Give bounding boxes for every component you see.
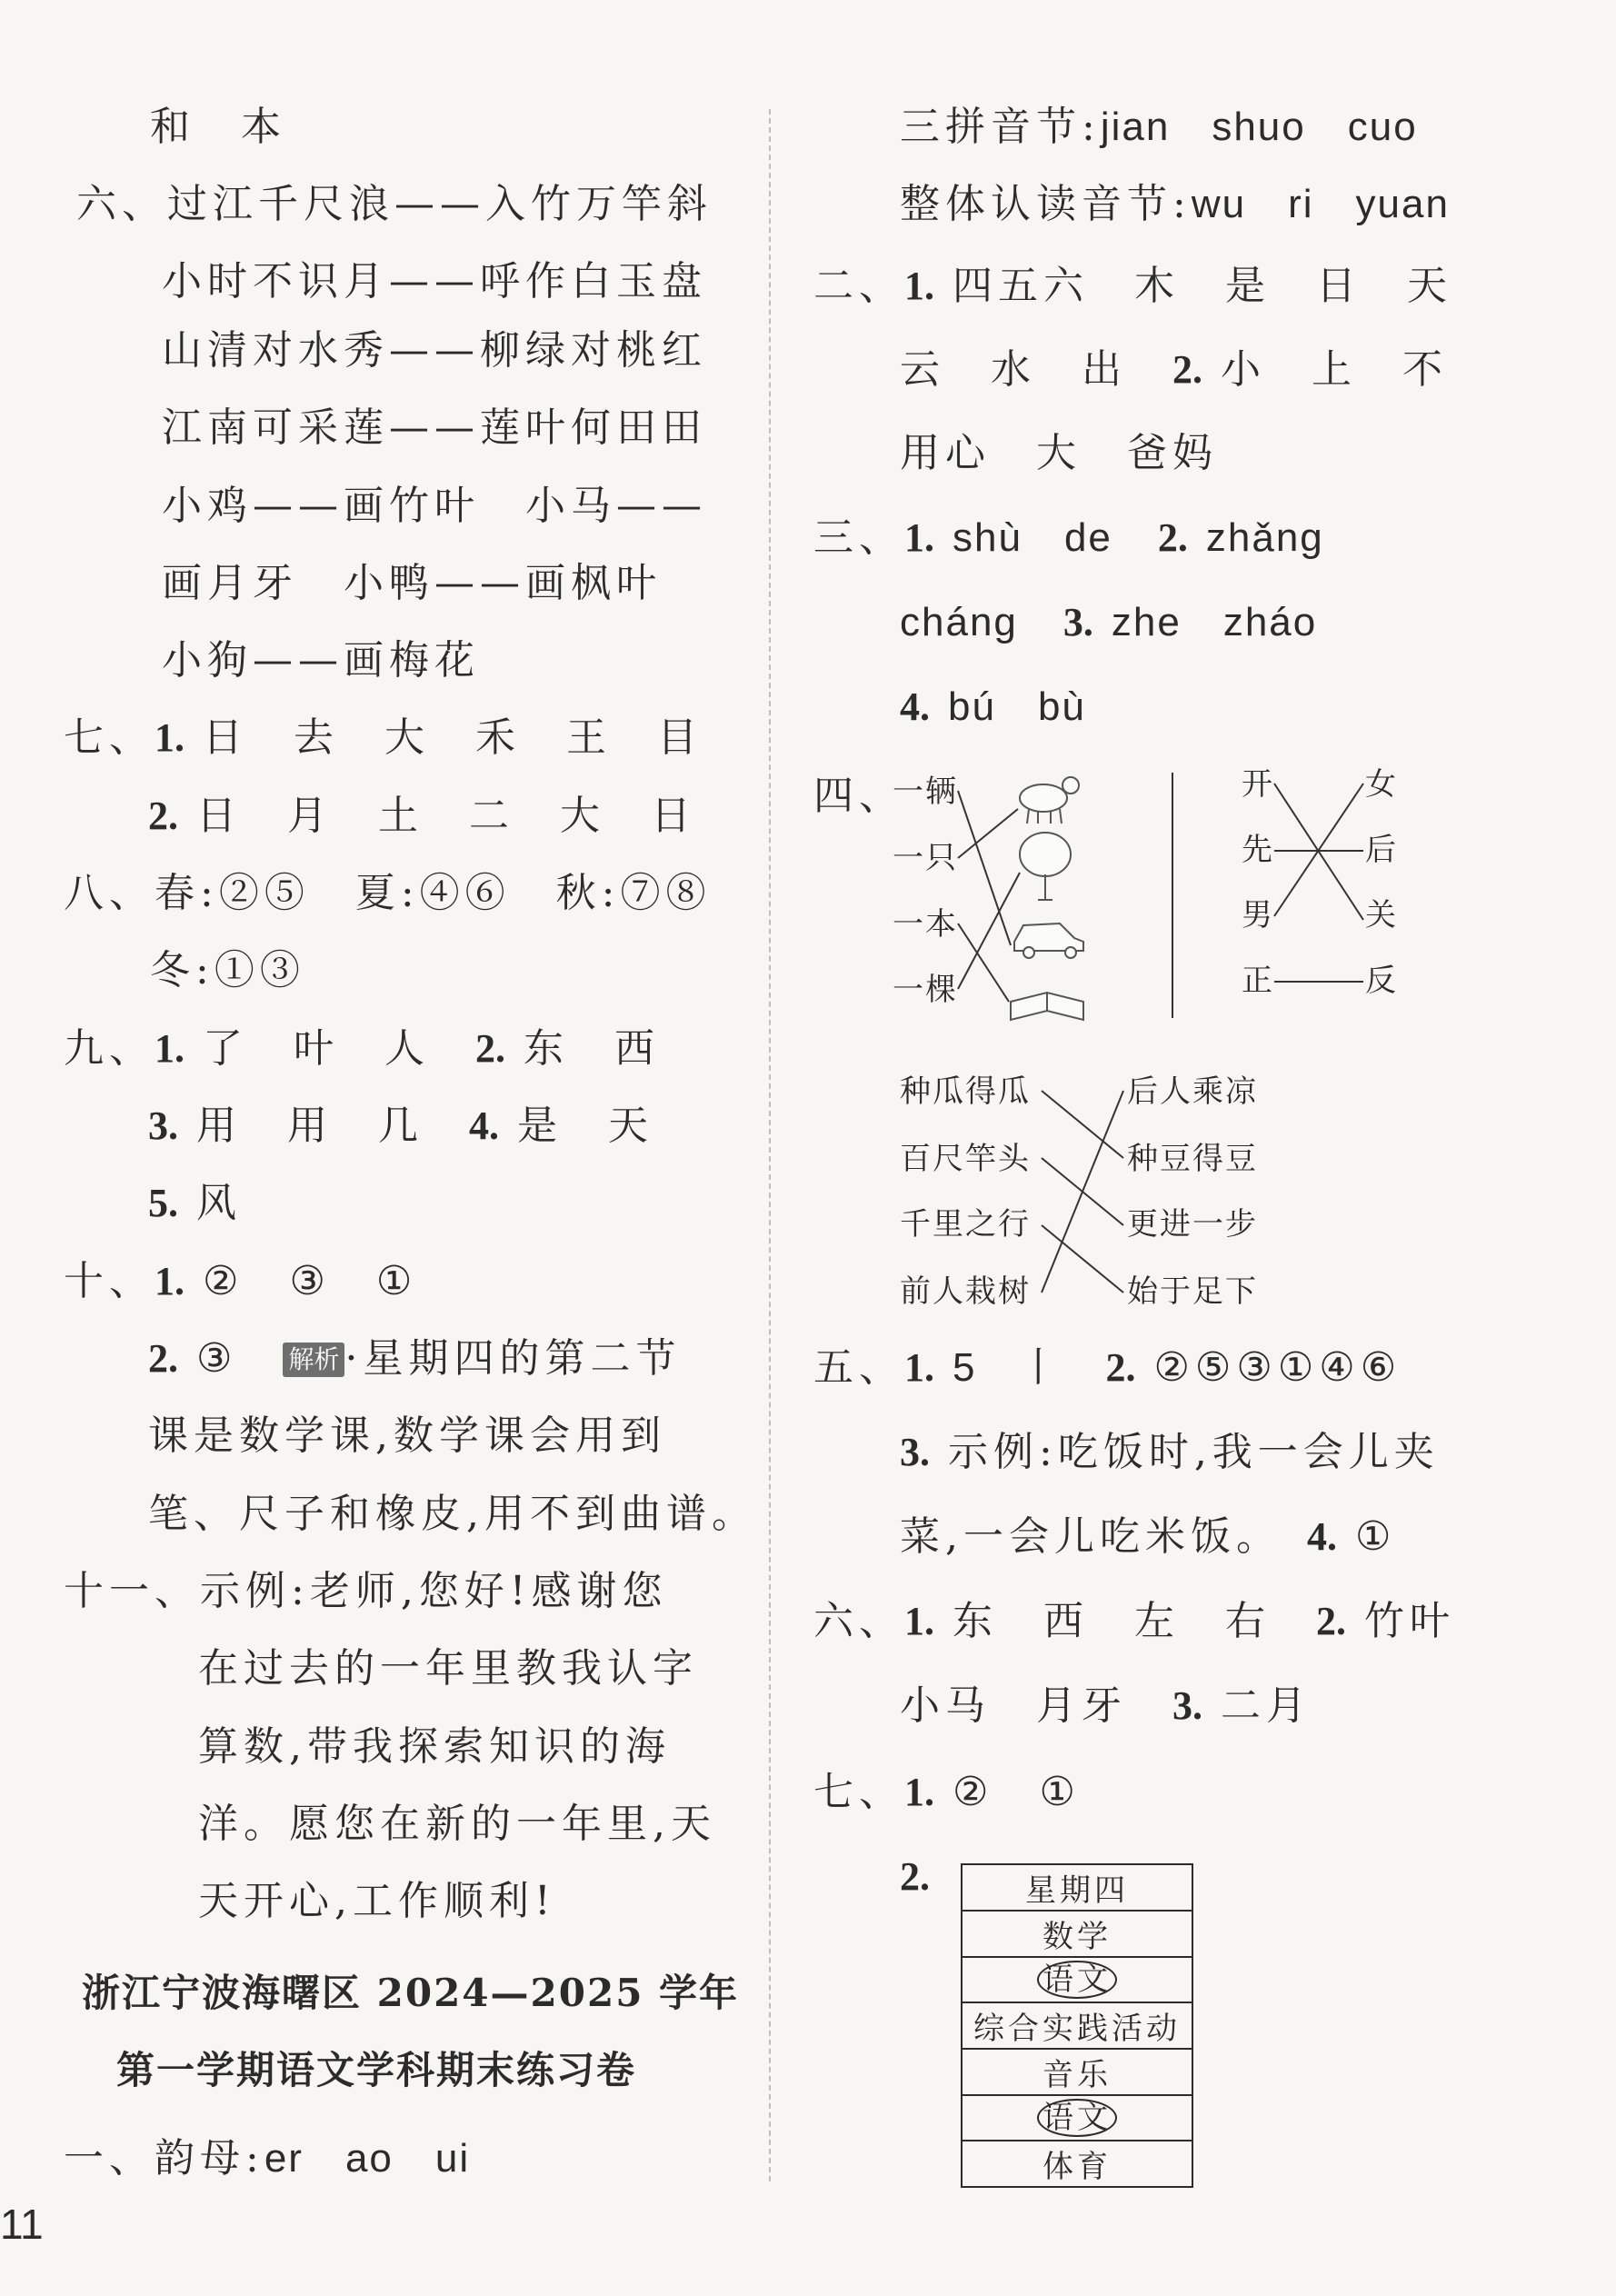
q6-line-3: 山清对水秀——柳绿对桃红: [162, 327, 707, 374]
q3-prefix: 三、: [813, 514, 904, 561]
q5-answer-1: 5 丨: [953, 1345, 1061, 1390]
measure-word-1: 一辆: [893, 774, 958, 810]
idiom-right-4: 始于足下: [1127, 1273, 1258, 1309]
q9-line-2: [148, 1099, 653, 1153]
circled-answer-2: 语文: [1037, 2099, 1117, 2137]
match-line-1: [958, 791, 1011, 945]
q3-num-4: 4.: [900, 684, 930, 729]
q2-line-2: [900, 343, 1448, 397]
q2-line-3: 用心 大 爸妈: [900, 430, 1218, 476]
q11-line-2: 在过去的一年里教我认字: [198, 1645, 698, 1692]
line-he-ben: 和 本: [150, 104, 286, 150]
schedule-cell-5: 音乐: [962, 2049, 1192, 2095]
q7-answer-2: 日 月 土 二 大 日: [196, 793, 696, 839]
q4-prefix: 四、: [813, 773, 904, 819]
idiom-left-3: 千里之行: [900, 1206, 1031, 1243]
q6r-answer-3: 二月: [1221, 1682, 1312, 1729]
schedule-cell-1: 星期四: [962, 1864, 1192, 1911]
q3-line-3: [900, 680, 1086, 734]
q5-line-1: [813, 1341, 1402, 1395]
opposite-left-1: 开: [1242, 766, 1274, 803]
q2-num-2: 2.: [1172, 347, 1202, 392]
q3-num-1: 1.: [904, 515, 934, 560]
car-icon: [1014, 923, 1083, 958]
schedule-cell-3: [962, 1957, 1192, 2002]
q11-line-5: 天开心,工作顺利!: [198, 1878, 556, 1924]
triple-syllables: [900, 100, 1418, 155]
q7r-line-2: [900, 1850, 930, 1904]
q10-explanation-3: 笔、尺子和橡皮,用不到曲谱。: [148, 1491, 757, 1537]
q2-line-1: [813, 259, 1452, 314]
q9-num-2: 2.: [475, 1026, 505, 1071]
q8-line-2: 冬:①③: [150, 947, 305, 993]
q9-answer-5: 风: [196, 1180, 242, 1226]
q10-num-1: 1.: [155, 1259, 185, 1303]
tree-icon: [1020, 833, 1071, 900]
page-number: 11: [0, 2201, 44, 2248]
q6r-line-2: [900, 1679, 1312, 1733]
q1-pinyin: er ao ui: [264, 2136, 471, 2181]
schedule-cell-6: [962, 2095, 1192, 2141]
opposite-left-2: 先: [1242, 832, 1274, 868]
q6r-answer-2b: 小马 月牙: [900, 1682, 1127, 1729]
q9-answer-1: 了 叶 人: [203, 1025, 430, 1072]
q5-num-1: 1.: [904, 1345, 934, 1390]
q3-answer-1: shù de: [953, 515, 1112, 560]
q6-line-5: 小鸡——画竹叶 小马——: [162, 483, 707, 529]
q5-prefix: 五、: [813, 1344, 904, 1391]
idiom-left-4: 前人栽树: [900, 1273, 1031, 1309]
schedule-cell-4: 综合实践活动: [962, 2002, 1192, 2049]
q2-answer-1b: 云 水 出: [900, 346, 1127, 393]
q9-num-1: 1.: [155, 1026, 185, 1071]
measure-word-4: 一棵: [893, 972, 958, 1008]
q10-answer-1: ② ③ ①: [203, 1258, 418, 1304]
idiom-line-4: [1042, 1091, 1123, 1293]
q4-matching-diagram: [873, 764, 1527, 1309]
q7-answer-1: 日 去 大 禾 王 目: [203, 714, 703, 761]
q5-num-2: 2.: [1105, 1345, 1136, 1390]
whole-pinyin: wu ri yuan: [1191, 182, 1450, 226]
q5-answer-2: ②⑤③①④⑥: [1153, 1344, 1402, 1391]
measure-word-2: 一只: [893, 840, 958, 876]
q7r-answer-1: ② ①: [953, 1769, 1081, 1815]
q10-prefix: 十、: [64, 1258, 155, 1304]
idiom-right-1: 后人乘凉: [1127, 1073, 1258, 1110]
q7-line-1: [64, 711, 703, 765]
q6r-answer-2: 竹叶: [1364, 1598, 1455, 1644]
opposite-right-4: 反: [1365, 963, 1398, 999]
q6r-answer-1: 东 西 左 右: [953, 1598, 1271, 1644]
q6r-prefix: 六、: [813, 1598, 904, 1644]
q5-num-3: 3.: [900, 1430, 930, 1474]
q6-line-2: 小时不识月——呼作白玉盘: [162, 258, 707, 304]
q6-line-7: 小狗——画梅花: [162, 637, 480, 684]
q3-line-2: [900, 595, 1317, 650]
analysis-badge: 解析: [283, 1343, 344, 1377]
q3-answer-2b: cháng: [900, 600, 1018, 644]
sheep-icon: [1020, 777, 1079, 824]
q5-num-4: 4.: [1307, 1514, 1337, 1559]
circled-answer-1: 语文: [1037, 1961, 1117, 1999]
q6-line-4: 江南可采莲——莲叶何田田: [162, 404, 707, 451]
q5-line-3: [900, 1510, 1396, 1564]
q10-explanation-2: 课是数学课,数学课会用到: [148, 1413, 666, 1459]
q9-num-5: 5.: [148, 1181, 178, 1225]
book-icon: [1011, 993, 1083, 1020]
q7-num-2: 2.: [148, 794, 178, 838]
q3-num-2: 2.: [1157, 515, 1188, 560]
q5-answer-4: ①: [1355, 1513, 1397, 1560]
whole-syllables: [900, 177, 1450, 232]
triple-label: 三拼音节:: [900, 104, 1101, 150]
q10-line-2: [148, 1332, 681, 1386]
q9-answer-4: 是 天: [517, 1103, 653, 1149]
q10-line-1: [64, 1254, 417, 1309]
q2-num-1: 1.: [904, 264, 934, 308]
q10-explanation-1: ·星期四的第二节: [344, 1335, 682, 1382]
q3-answer-2: zhǎng: [1205, 515, 1324, 560]
q11-line-4: 洋。愿您在新的一年里,天: [198, 1801, 716, 1847]
q9-num-3: 3.: [148, 1103, 178, 1148]
q7-line-2: [148, 789, 696, 844]
idiom-right-2: 种豆得豆: [1127, 1141, 1258, 1177]
triple-pinyin: jian shuo cuo: [1100, 105, 1418, 149]
exam-heading-1: 浙江宁波海曙区 2024—2025 学年: [82, 1971, 740, 2015]
measure-word-3: 一本: [893, 906, 958, 943]
q11-line-1: 十一、示例:老师,您好!感谢您: [64, 1568, 668, 1614]
q6r-num-2: 2.: [1316, 1599, 1346, 1643]
q7r-num-2: 2.: [900, 1854, 930, 1899]
q6-line-6: 画月牙 小鸭——画枫叶: [162, 560, 662, 606]
q6r-num-1: 1.: [904, 1599, 934, 1643]
idiom-line-3: [1042, 1225, 1123, 1293]
q6r-line-1: [813, 1594, 1455, 1649]
q7-prefix: 七、: [64, 714, 155, 761]
q8-line-1: 八、春:②⑤ 夏:④⑥ 秋:⑦⑧: [64, 870, 712, 916]
q9-answer-2: 东 西: [524, 1025, 660, 1072]
q7r-prefix: 七、: [813, 1769, 904, 1815]
q6r-num-3: 3.: [1172, 1683, 1202, 1728]
q9-line-1: [64, 1022, 660, 1076]
q9-answer-3: 用 用 几: [196, 1103, 424, 1149]
q1-finals: [64, 2131, 470, 2186]
q9-num-4: 4.: [469, 1103, 499, 1148]
q7r-num-1: 1.: [904, 1770, 934, 1814]
q9-prefix: 九、: [64, 1025, 155, 1072]
q3-answer-4: bú bù: [948, 684, 1086, 729]
whole-label: 整体认读音节:: [900, 181, 1192, 227]
q2-answer-2: 小 上 不: [1221, 346, 1448, 393]
schedule-cell-2: 数学: [962, 1911, 1192, 1957]
idiom-right-3: 更进一步: [1127, 1206, 1258, 1243]
opposite-right-2: 后: [1365, 832, 1398, 868]
schedule-cell-7: 体育: [962, 2141, 1192, 2187]
q5-answer-3b: 菜,一会儿吃米饭。: [900, 1513, 1262, 1560]
opposite-right-3: 关: [1365, 897, 1398, 933]
opposite-right-1: 女: [1365, 766, 1398, 803]
idiom-left-2: 百尺竿头: [900, 1141, 1031, 1177]
q10-answer-2: ③: [196, 1335, 238, 1382]
idiom-left-1: 种瓜得瓜: [900, 1073, 1031, 1110]
q2-answer-1: 四五六 木 是 日 天: [953, 263, 1452, 309]
match-line-3: [958, 923, 1009, 1002]
q7r-line-1: [813, 1765, 1081, 1820]
q10-num-2: 2.: [148, 1336, 178, 1381]
q9-line-3: [148, 1176, 242, 1231]
q3-answer-3: zhe zháo: [1111, 600, 1318, 644]
opposite-left-3: 男: [1242, 897, 1274, 933]
q2-prefix: 二、: [813, 263, 904, 309]
q3-num-3: 3.: [1062, 600, 1093, 644]
class-schedule-table: [961, 1863, 1193, 2188]
q5-answer-3: 示例:吃饭时,我一会儿夹: [948, 1429, 1440, 1475]
q5-line-2: [900, 1425, 1440, 1480]
q6-line-1: 六、过江千尺浪——入竹万竿斜: [76, 181, 713, 227]
idiom-line-1: [1042, 1091, 1123, 1158]
opposite-left-4: 正: [1242, 963, 1274, 999]
q1-label: 一、韵母:: [64, 2135, 264, 2181]
column-divider: [769, 109, 771, 2181]
q3-line-1: [813, 511, 1324, 565]
exam-heading-2: 第一学期语文学科期末练习卷: [116, 2048, 637, 2092]
q7-num-1: 1.: [155, 715, 185, 760]
q11-line-3: 算数,带我探索知识的海: [198, 1723, 671, 1770]
